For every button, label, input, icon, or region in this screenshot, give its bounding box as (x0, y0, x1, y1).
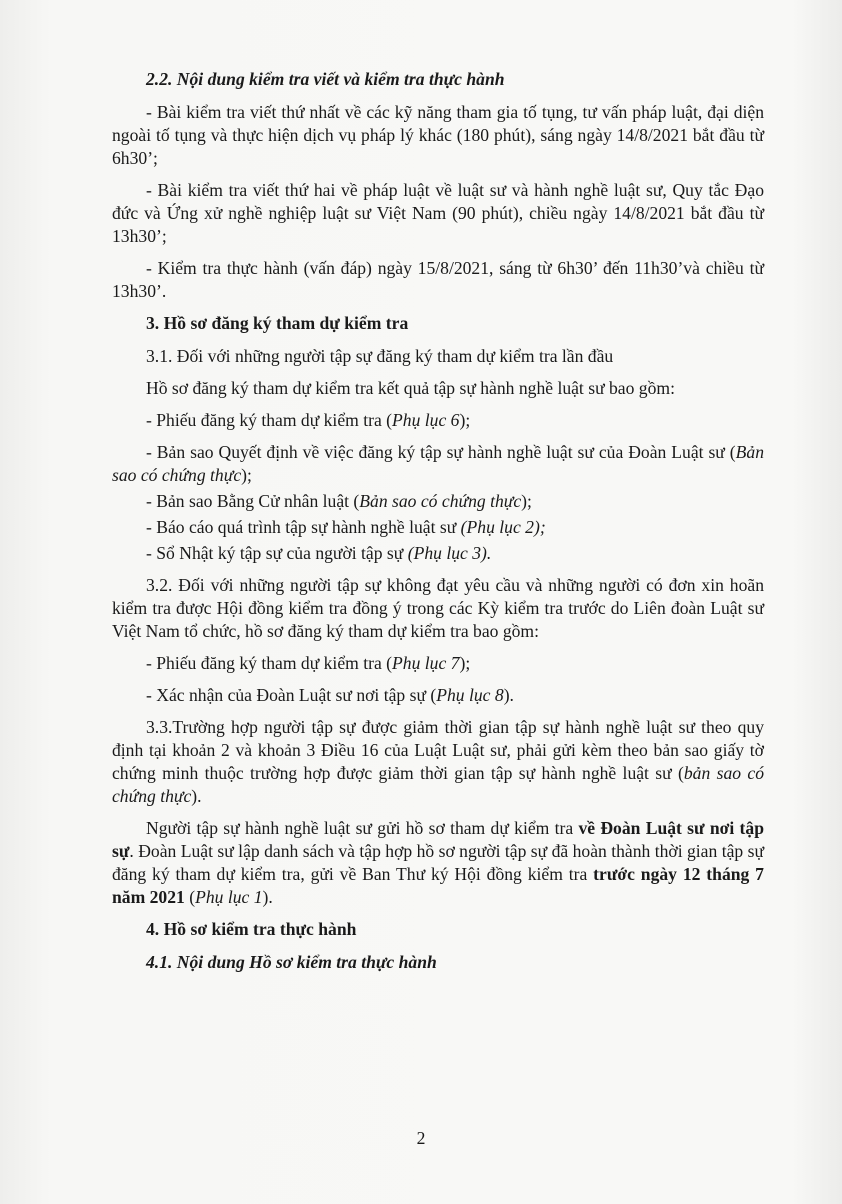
paragraph-3-1: 3.1. Đối với những người tập sự đăng ký tham dự kiểm tra lần đầu (146, 346, 614, 366)
section-heading-3: 3. Hồ sơ đăng ký tham dự kiểm tra (146, 313, 409, 333)
list-item-confirmation: - Xác nhận của Đoàn Luật sư nơi tập sự (Phụ lục 8). (146, 685, 514, 705)
list-item-decision-copy: - Bản sao Quyết định về việc đăng ký tập sự hành nghề luật sư của Đoàn Luật sư (Bản sao có chứng thực); (112, 442, 764, 485)
list-item-diary: - Sổ Nhật ký tập sự của người tập sự (Phụ lục 3). (146, 543, 492, 563)
document-body (112, 68, 764, 984)
page-number: 2 (416, 1128, 426, 1148)
section-heading-4: 4. Hồ sơ kiểm tra thực hành (146, 919, 357, 939)
paragraph-3-2: 3.2. Đối với những người tập sự không đạt yêu cầu và những người có đơn xin hoãn kiểm tra được Hội đồng kiểm tra đồng ý trong các Kỳ kiểm tra trước do Liên đoàn Luật sư Việt Nam tổ chức, hồ sơ đăng ký tham dự kiểm tra bao gồm: (112, 575, 764, 641)
paragraph-3-1-intro: Hồ sơ đăng ký tham dự kiểm tra kết quả tập sự hành nghề luật sư bao gồm: (146, 378, 675, 398)
section-heading-2-2: 2.2. Nội dung kiểm tra viết và kiểm tra thực hành (146, 69, 505, 89)
list-item-report: - Báo cáo quá trình tập sự hành nghề luật sư (Phụ lục 2); (146, 517, 546, 537)
list-item-degree-copy: - Bản sao Bằng Cử nhân luật (Bản sao có chứng thực); (146, 491, 532, 511)
paragraph-practical-test: - Kiểm tra thực hành (vấn đáp) ngày 15/8/2021, sáng từ 6h30’ đến 11h30’và chiều từ 13h30’. (112, 258, 764, 301)
paragraph-written-test-1: - Bài kiểm tra viết thứ nhất về các kỹ năng tham gia tố tụng, tư vấn pháp luật, đại diện ngoài tố tụng và thực hiện dịch vụ pháp lý khác (180 phút), sáng ngày 14/8/2021 bắt đầu từ 6h30’; (112, 102, 764, 168)
paragraph-submission: Người tập sự hành nghề luật sư gửi hồ sơ tham dự kiểm tra về Đoàn Luật sư nơi tập sự. Đoàn Luật sư lập danh sách và tập hợp hồ sơ người tập sự đã hoàn thành thời gian tập sự đăng ký tham dự kiểm tra, gửi về Ban Thư ký Hội đồng kiểm tra trước ngày 12 tháng 7 năm 2021 (Phụ lục 1). (112, 818, 764, 907)
section-heading-4-1: 4.1. Nội dung Hồ sơ kiểm tra thực hành (146, 952, 437, 972)
paragraph-3-3: 3.3.Trường hợp người tập sự được giảm thời gian tập sự hành nghề luật sư theo quy định tại khoản 2 và khoản 3 Điều 16 của Luật Luật sư, phải gửi kèm theo bản sao giấy tờ chứng minh thuộc trường hợp được giảm thời gian tập sự hành nghề luật sư (bản sao có chứng thực). (112, 717, 764, 806)
list-item-registration-form: - Phiếu đăng ký tham dự kiểm tra (Phụ lục 6); (146, 410, 471, 430)
paragraph-written-test-2: - Bài kiểm tra viết thứ hai về pháp luật về luật sư và hành nghề luật sư, Quy tắc Đạo đức và Ứng xử nghề nghiệp luật sư Việt Nam (90 phút), chiều ngày 14/8/2021 bắt đầu từ 13h30’; (112, 180, 764, 246)
list-item-registration-form-2: - Phiếu đăng ký tham dự kiểm tra (Phụ lục 7); (146, 653, 471, 673)
